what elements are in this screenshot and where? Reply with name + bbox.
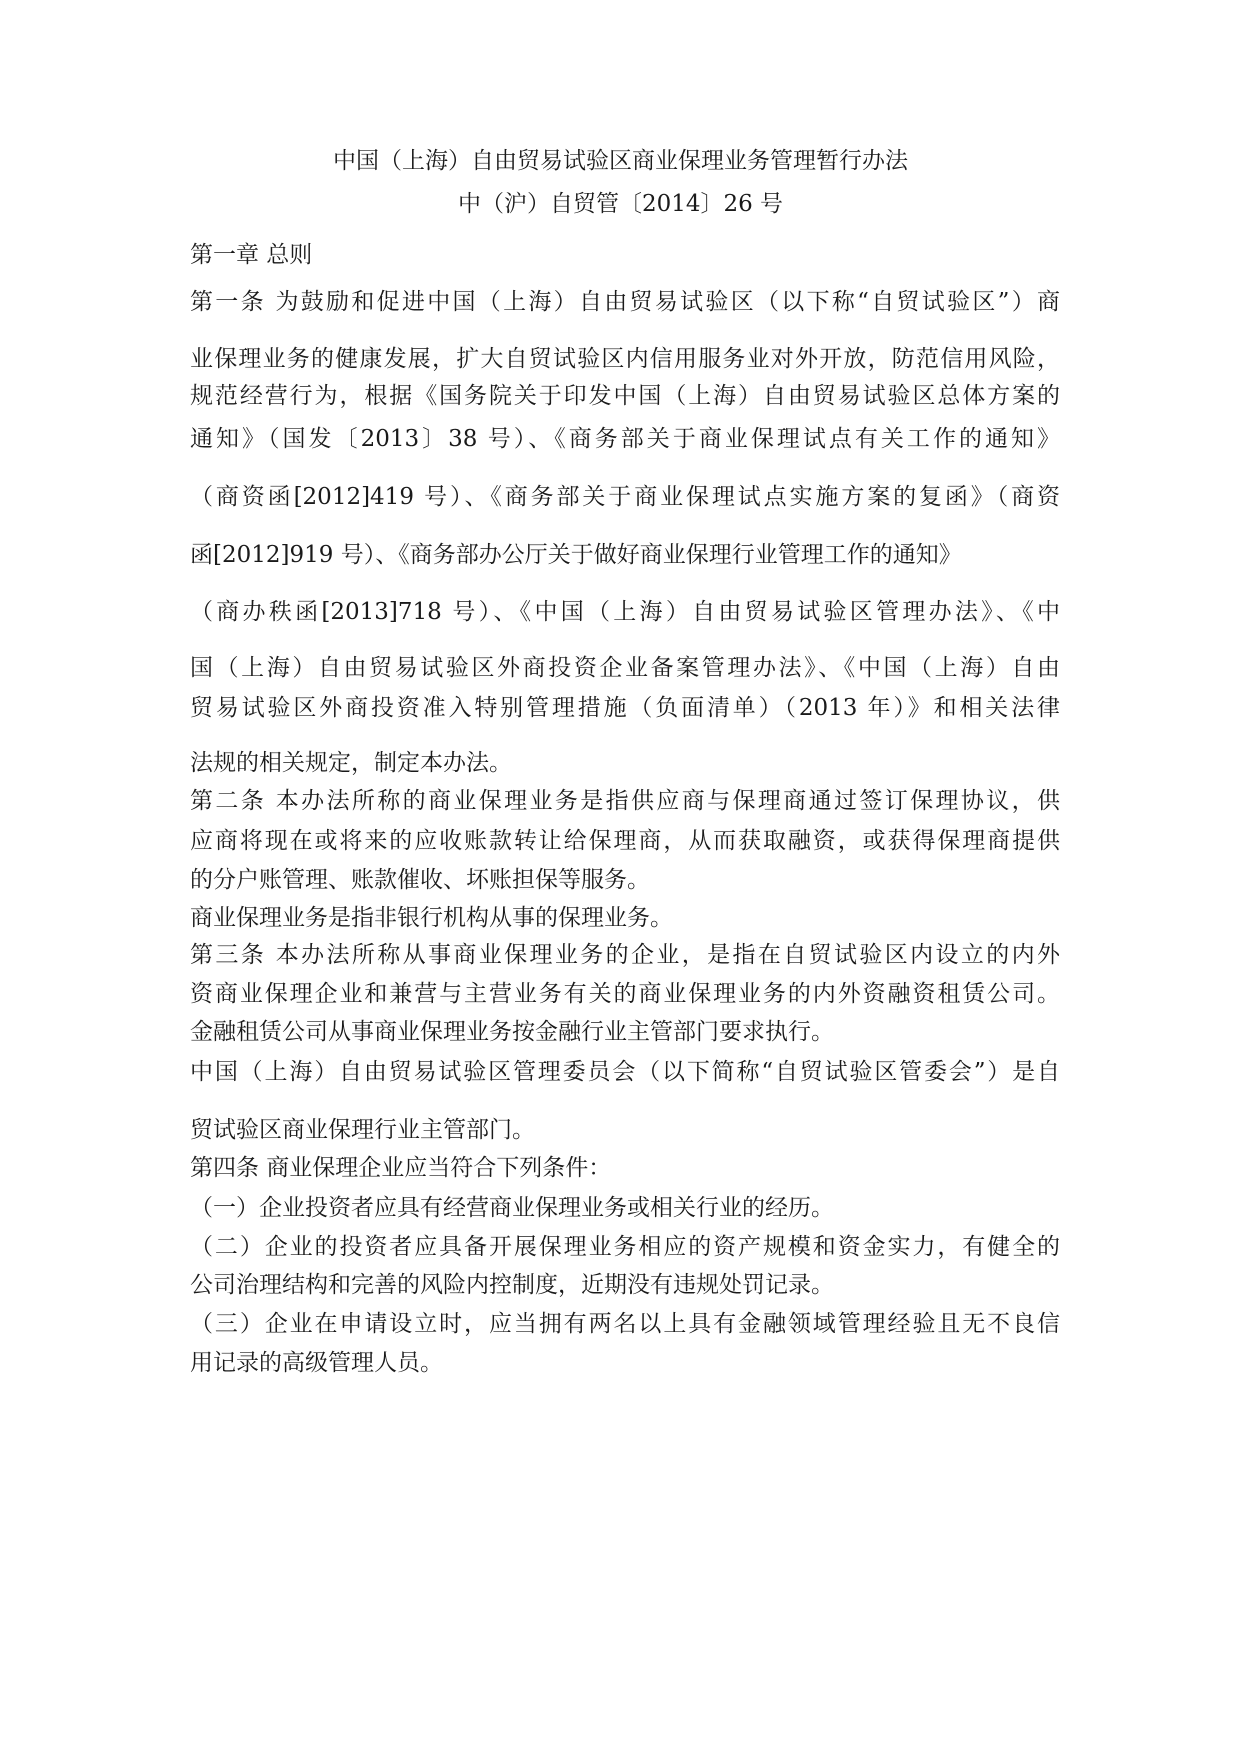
text-line: 业保理业务的健康发展，扩大自贸试验区内信用服务业对外开放，防范信用风险， xyxy=(190,346,1060,372)
text-line: 公司治理结构和完善的风险内控制度，近期没有违规处罚记录。 xyxy=(190,1272,834,1298)
text-line: （一）企业投资者应具有经营商业保理业务或相关行业的经历。 xyxy=(190,1195,834,1221)
text-line: 函[2012]919 号）、《商务部办公厅关于做好商业保理行业管理工作的通知》 xyxy=(190,542,962,568)
text-line: 规范经营行为，根据《国务院关于印发中国（上海）自由贸易试验区总体方案的 xyxy=(190,383,1060,409)
text-line: 用记录的高级管理人员。 xyxy=(190,1350,443,1376)
text-line: 第三条 本办法所称从事商业保理业务的企业，是指在自贸试验区内设立的内外 xyxy=(190,942,1060,968)
text-line: 法规的相关规定，制定本办法。 xyxy=(190,750,512,776)
chapter-heading: 第一章 总则 xyxy=(190,242,313,268)
text-line: （三）企业在申请设立时，应当拥有两名以上具有金融领域管理经验且无不良信 xyxy=(190,1311,1060,1337)
text-line: 商业保理业务是指非银行机构从事的保理业务。 xyxy=(190,905,673,931)
text-line: 贸易试验区外商投资准入特别管理措施（负面清单）（2013 年）》和相关法律 xyxy=(190,695,1060,721)
text-line: 金融租赁公司从事商业保理业务按金融行业主管部门要求执行。 xyxy=(190,1019,834,1045)
text-line: 第一条 为鼓励和促进中国（上海）自由贸易试验区（以下称“自贸试验区”）商 xyxy=(190,289,1060,315)
text-line: 资商业保理企业和兼营与主营业务有关的商业保理业务的内外资融资租赁公司。 xyxy=(190,981,1060,1007)
text-line: 第二条 本办法所称的商业保理业务是指供应商与保理商通过签订保理协议，供 xyxy=(190,788,1060,814)
text-line: 中国（上海）自由贸易试验区管理委员会（以下简称“自贸试验区管委会”）是自 xyxy=(190,1059,1060,1085)
text-line: （二）企业的投资者应具备开展保理业务相应的资产规模和资金实力，有健全的 xyxy=(190,1234,1060,1260)
text-line: （商资函[2012]419 号）、《商务部关于商业保理试点实施方案的复函》（商资 xyxy=(190,484,1060,510)
document-number: 中（沪）自贸管〔2014〕26 号 xyxy=(457,191,784,217)
text-line: 应商将现在或将来的应收账款转让给保理商，从而获取融资，或获得保理商提供 xyxy=(190,828,1060,854)
text-line: 贸试验区商业保理行业主管部门。 xyxy=(190,1117,535,1143)
text-line: 的分户账管理、账款催收、坏账担保等服务。 xyxy=(190,867,650,893)
text-line: （商办秩函[2013]718 号）、《中国（上海）自由贸易试验区管理办法》、《中 xyxy=(190,599,1060,625)
document-title: 中国（上海）自由贸易试验区商业保理业务管理暂行办法 xyxy=(333,148,908,174)
text-line: 国（上海）自由贸易试验区外商投资企业备案管理办法》、《中国（上海）自由 xyxy=(190,655,1060,681)
text-line: 第四条 商业保理企业应当符合下列条件： xyxy=(190,1155,612,1181)
text-line: 通知》（国发〔2013〕38 号）、《商务部关于商业保理试点有关工作的通知》 xyxy=(190,426,1060,452)
